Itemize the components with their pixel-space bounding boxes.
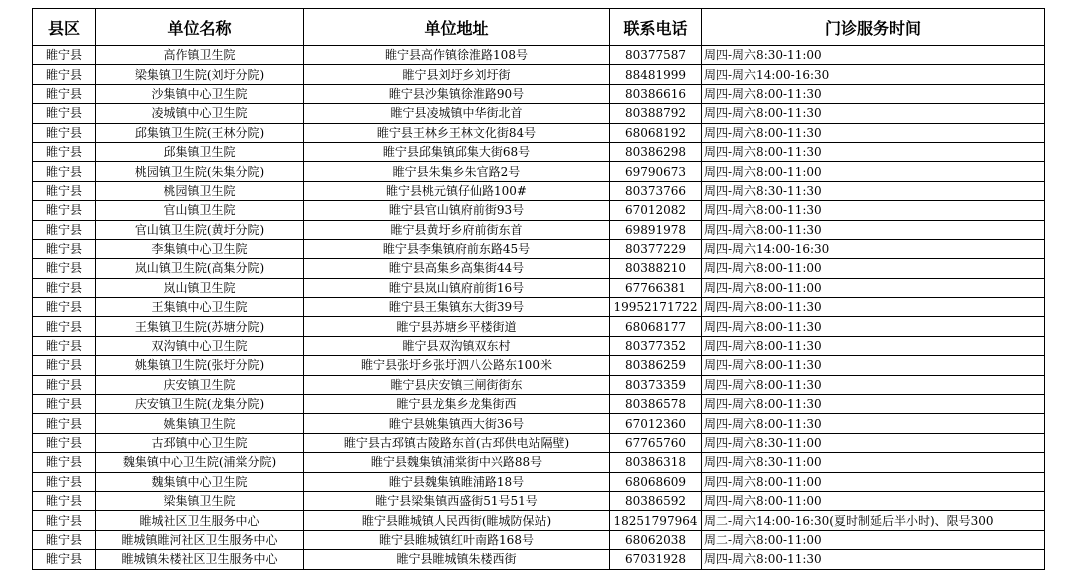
cell-phone: 69790673 — [610, 162, 702, 181]
header-unit-address: 单位地址 — [304, 9, 610, 46]
cell-phone: 67012360 — [610, 414, 702, 433]
cell-unit-address: 睢宁县桃元镇仔仙路100# — [304, 181, 610, 200]
cell-unit-name: 魏集镇中心卫生院 — [96, 472, 304, 491]
cell-county: 睢宁县 — [33, 530, 96, 549]
header-phone: 联系电话 — [610, 9, 702, 46]
cell-county: 睢宁县 — [33, 84, 96, 103]
cell-phone: 80388210 — [610, 259, 702, 278]
cell-unit-name: 睢城镇朱楼社区卫生服务中心 — [96, 550, 304, 569]
cell-clinic-hours: 周四-周六8:00-11:30 — [702, 201, 1045, 220]
table-row — [33, 46, 1045, 65]
cell-clinic-hours: 周四-周六8:00-11:30 — [702, 84, 1045, 103]
cell-county: 睢宁县 — [33, 142, 96, 161]
cell-county: 睢宁县 — [33, 453, 96, 472]
cell-clinic-hours: 周四-周六14:00-16:30 — [702, 65, 1045, 84]
cell-unit-address: 睢宁县岚山镇府前街16号 — [304, 278, 610, 297]
cell-unit-name: 王集镇中心卫生院 — [96, 298, 304, 317]
cell-phone: 67765760 — [610, 433, 702, 452]
header-county: 县区 — [33, 9, 96, 46]
cell-county: 睢宁县 — [33, 162, 96, 181]
table-row — [33, 162, 1045, 181]
cell-unit-address: 睢宁县睢城镇朱楼西街 — [304, 550, 610, 569]
table-row — [33, 336, 1045, 355]
cell-clinic-hours: 周四-周六8:00-11:30 — [702, 317, 1045, 336]
cell-unit-address: 睢宁县朱集乡朱官路2号 — [304, 162, 610, 181]
cell-county: 睢宁县 — [33, 104, 96, 123]
cell-unit-address: 睢宁县黄圩乡府前街东首 — [304, 220, 610, 239]
header-unit-name: 单位名称 — [96, 9, 304, 46]
cell-unit-address: 睢宁县高作镇徐淮路108号 — [304, 46, 610, 65]
table-row — [33, 239, 1045, 258]
cell-county: 睢宁县 — [33, 433, 96, 452]
cell-clinic-hours: 周四-周六8:30-11:00 — [702, 453, 1045, 472]
table-row — [33, 317, 1045, 336]
cell-unit-address: 睢宁县王林乡王林文化街84号 — [304, 123, 610, 142]
cell-clinic-hours: 周四-周六8:00-11:30 — [702, 395, 1045, 414]
cell-unit-address: 睢宁县李集镇府前东路45号 — [304, 239, 610, 258]
cell-unit-name: 姚集镇卫生院 — [96, 414, 304, 433]
cell-phone: 67031928 — [610, 550, 702, 569]
table-row — [33, 511, 1045, 530]
table-row — [33, 472, 1045, 491]
cell-clinic-hours: 周四-周六8:30-11:00 — [702, 46, 1045, 65]
cell-unit-name: 邱集镇卫生院(王林分院) — [96, 123, 304, 142]
cell-clinic-hours: 周四-周六8:00-11:00 — [702, 472, 1045, 491]
cell-unit-name: 桃园镇卫生院(朱集分院) — [96, 162, 304, 181]
cell-unit-address: 睢宁县魏集镇睢浦路18号 — [304, 472, 610, 491]
table-row — [33, 142, 1045, 161]
cell-unit-name: 庆安镇卫生院(龙集分院) — [96, 395, 304, 414]
cell-unit-name: 梁集镇卫生院(刘圩分院) — [96, 65, 304, 84]
cell-phone: 67766381 — [610, 278, 702, 297]
cell-county: 睢宁县 — [33, 181, 96, 200]
cell-clinic-hours: 周四-周六8:00-11:30 — [702, 414, 1045, 433]
cell-unit-address: 睢宁县睢城镇人民西街(睢城防保站) — [304, 511, 610, 530]
cell-unit-name: 岚山镇卫生院 — [96, 278, 304, 297]
cell-county: 睢宁县 — [33, 220, 96, 239]
cell-unit-name: 沙集镇中心卫生院 — [96, 84, 304, 103]
cell-phone: 67012082 — [610, 201, 702, 220]
cell-unit-address: 睢宁县魏集镇浦棠街中兴路88号 — [304, 453, 610, 472]
cell-unit-name: 睢城社区卫生服务中心 — [96, 511, 304, 530]
table-row — [33, 65, 1045, 84]
cell-unit-address: 睢宁县古邳镇古陵路东首(古邳供电站隔壁) — [304, 433, 610, 452]
cell-unit-name: 姚集镇卫生院(张圩分院) — [96, 356, 304, 375]
table-row — [33, 375, 1045, 394]
cell-unit-address: 睢宁县凌城镇中华街北首 — [304, 104, 610, 123]
cell-clinic-hours: 周四-周六8:00-11:30 — [702, 550, 1045, 569]
cell-county: 睢宁县 — [33, 239, 96, 258]
cell-county: 睢宁县 — [33, 550, 96, 569]
cell-clinic-hours: 周四-周六8:30-11:00 — [702, 433, 1045, 452]
cell-unit-name: 双沟镇中心卫生院 — [96, 336, 304, 355]
cell-clinic-hours: 周四-周六8:00-11:30 — [702, 104, 1045, 123]
cell-unit-name: 古邳镇中心卫生院 — [96, 433, 304, 452]
table-row — [33, 298, 1045, 317]
cell-county: 睢宁县 — [33, 259, 96, 278]
cell-county: 睢宁县 — [33, 201, 96, 220]
cell-clinic-hours: 周四-周六8:00-11:30 — [702, 356, 1045, 375]
cell-unit-name: 庆安镇卫生院 — [96, 375, 304, 394]
cell-unit-name: 魏集镇中心卫生院(浦棠分院) — [96, 453, 304, 472]
cell-unit-address: 睢宁县龙集乡龙集街西 — [304, 395, 610, 414]
cell-phone: 69891978 — [610, 220, 702, 239]
cell-unit-name: 官山镇卫生院 — [96, 201, 304, 220]
cell-phone: 80377229 — [610, 239, 702, 258]
cell-unit-name: 梁集镇卫生院 — [96, 491, 304, 510]
cell-county: 睢宁县 — [33, 123, 96, 142]
cell-clinic-hours: 周四-周六8:00-11:00 — [702, 491, 1045, 510]
cell-unit-address: 睢宁县张圩乡张圩泗八公路东100米 — [304, 356, 610, 375]
table-row — [33, 104, 1045, 123]
header-clinic-hours: 门诊服务时间 — [702, 9, 1045, 46]
cell-phone: 80386578 — [610, 395, 702, 414]
cell-county: 睢宁县 — [33, 511, 96, 530]
cell-phone: 88481999 — [610, 65, 702, 84]
cell-phone: 80377352 — [610, 336, 702, 355]
cell-clinic-hours: 周四-周六14:00-16:30 — [702, 239, 1045, 258]
cell-unit-address: 睢宁县王集镇东大街39号 — [304, 298, 610, 317]
table-row — [33, 395, 1045, 414]
table-row — [33, 491, 1045, 510]
table-row — [33, 123, 1045, 142]
cell-unit-name: 桃园镇卫生院 — [96, 181, 304, 200]
cell-clinic-hours: 周四-周六8:00-11:00 — [702, 278, 1045, 297]
table-row — [33, 433, 1045, 452]
cell-phone: 68068192 — [610, 123, 702, 142]
cell-unit-address: 睢宁县梁集镇西盛街51号51号 — [304, 491, 610, 510]
cell-county: 睢宁县 — [33, 46, 96, 65]
cell-county: 睢宁县 — [33, 414, 96, 433]
cell-county: 睢宁县 — [33, 298, 96, 317]
cell-unit-address: 睢宁县高集乡高集街44号 — [304, 259, 610, 278]
cell-phone: 80377587 — [610, 46, 702, 65]
table-row — [33, 259, 1045, 278]
cell-unit-address: 睢宁县睢城镇红叶南路168号 — [304, 530, 610, 549]
cell-phone: 80386616 — [610, 84, 702, 103]
cell-unit-name: 邱集镇卫生院 — [96, 142, 304, 161]
cell-phone: 80386592 — [610, 491, 702, 510]
table-row — [33, 530, 1045, 549]
cell-county: 睢宁县 — [33, 375, 96, 394]
cell-phone: 80386259 — [610, 356, 702, 375]
cell-unit-address: 睢宁县邱集镇邱集大街68号 — [304, 142, 610, 161]
table-row — [33, 201, 1045, 220]
table-row — [33, 414, 1045, 433]
cell-unit-address: 睢宁县双沟镇双东村 — [304, 336, 610, 355]
cell-unit-name: 李集镇中心卫生院 — [96, 239, 304, 258]
table-row — [33, 356, 1045, 375]
cell-clinic-hours: 周四-周六8:00-11:30 — [702, 142, 1045, 161]
cell-unit-address: 睢宁县沙集镇徐淮路90号 — [304, 84, 610, 103]
cell-unit-address: 睢宁县刘圩乡刘圩街 — [304, 65, 610, 84]
cell-county: 睢宁县 — [33, 472, 96, 491]
cell-county: 睢宁县 — [33, 317, 96, 336]
clinic-table — [32, 8, 1045, 570]
cell-phone: 80386318 — [610, 453, 702, 472]
table-row — [33, 453, 1045, 472]
cell-unit-name: 官山镇卫生院(黄圩分院) — [96, 220, 304, 239]
cell-phone: 80388792 — [610, 104, 702, 123]
table-row — [33, 84, 1045, 103]
cell-county: 睢宁县 — [33, 278, 96, 297]
cell-phone: 80373766 — [610, 181, 702, 200]
cell-phone: 68068177 — [610, 317, 702, 336]
cell-phone: 80373359 — [610, 375, 702, 394]
cell-clinic-hours: 周四-周六8:00-11:00 — [702, 259, 1045, 278]
cell-clinic-hours: 周四-周六8:00-11:30 — [702, 336, 1045, 355]
cell-county: 睢宁县 — [33, 356, 96, 375]
cell-clinic-hours: 周四-周六8:00-11:30 — [702, 298, 1045, 317]
table-row — [33, 278, 1045, 297]
cell-unit-name: 高作镇卫生院 — [96, 46, 304, 65]
cell-phone: 19952171722 — [610, 298, 702, 317]
table-row — [33, 220, 1045, 239]
cell-clinic-hours: 周四-周六8:00-11:30 — [702, 123, 1045, 142]
cell-county: 睢宁县 — [33, 491, 96, 510]
cell-clinic-hours: 周四-周六8:30-11:30 — [702, 181, 1045, 200]
table-row — [33, 181, 1045, 200]
cell-clinic-hours: 周四-周六8:00-11:30 — [702, 220, 1045, 239]
cell-phone: 68062038 — [610, 530, 702, 549]
cell-phone: 80386298 — [610, 142, 702, 161]
cell-phone: 18251797964 — [610, 511, 702, 530]
cell-phone: 68068609 — [610, 472, 702, 491]
cell-unit-address: 睢宁县官山镇府前街93号 — [304, 201, 610, 220]
cell-county: 睢宁县 — [33, 395, 96, 414]
cell-unit-name: 王集镇卫生院(苏塘分院) — [96, 317, 304, 336]
header-row — [33, 9, 1045, 46]
cell-unit-address: 睢宁县姚集镇西大街36号 — [304, 414, 610, 433]
cell-unit-address: 睢宁县苏塘乡平楼街道 — [304, 317, 610, 336]
cell-county: 睢宁县 — [33, 65, 96, 84]
cell-county: 睢宁县 — [33, 336, 96, 355]
cell-unit-name: 凌城镇中心卫生院 — [96, 104, 304, 123]
cell-clinic-hours: 周二-周六14:00-16:30(夏时制延后半小时)、限号300 — [702, 511, 1045, 530]
cell-clinic-hours: 周四-周六8:00-11:30 — [702, 375, 1045, 394]
cell-unit-name: 睢城镇睢河社区卫生服务中心 — [96, 530, 304, 549]
cell-clinic-hours: 周四-周六8:00-11:00 — [702, 162, 1045, 181]
cell-clinic-hours: 周二-周六8:00-11:00 — [702, 530, 1045, 549]
cell-unit-address: 睢宁县庆安镇三闸街街东 — [304, 375, 610, 394]
table-row — [33, 550, 1045, 569]
cell-unit-name: 岚山镇卫生院(高集分院) — [96, 259, 304, 278]
table-body — [33, 46, 1045, 570]
clinic-schedule-sheet — [32, 8, 1045, 570]
